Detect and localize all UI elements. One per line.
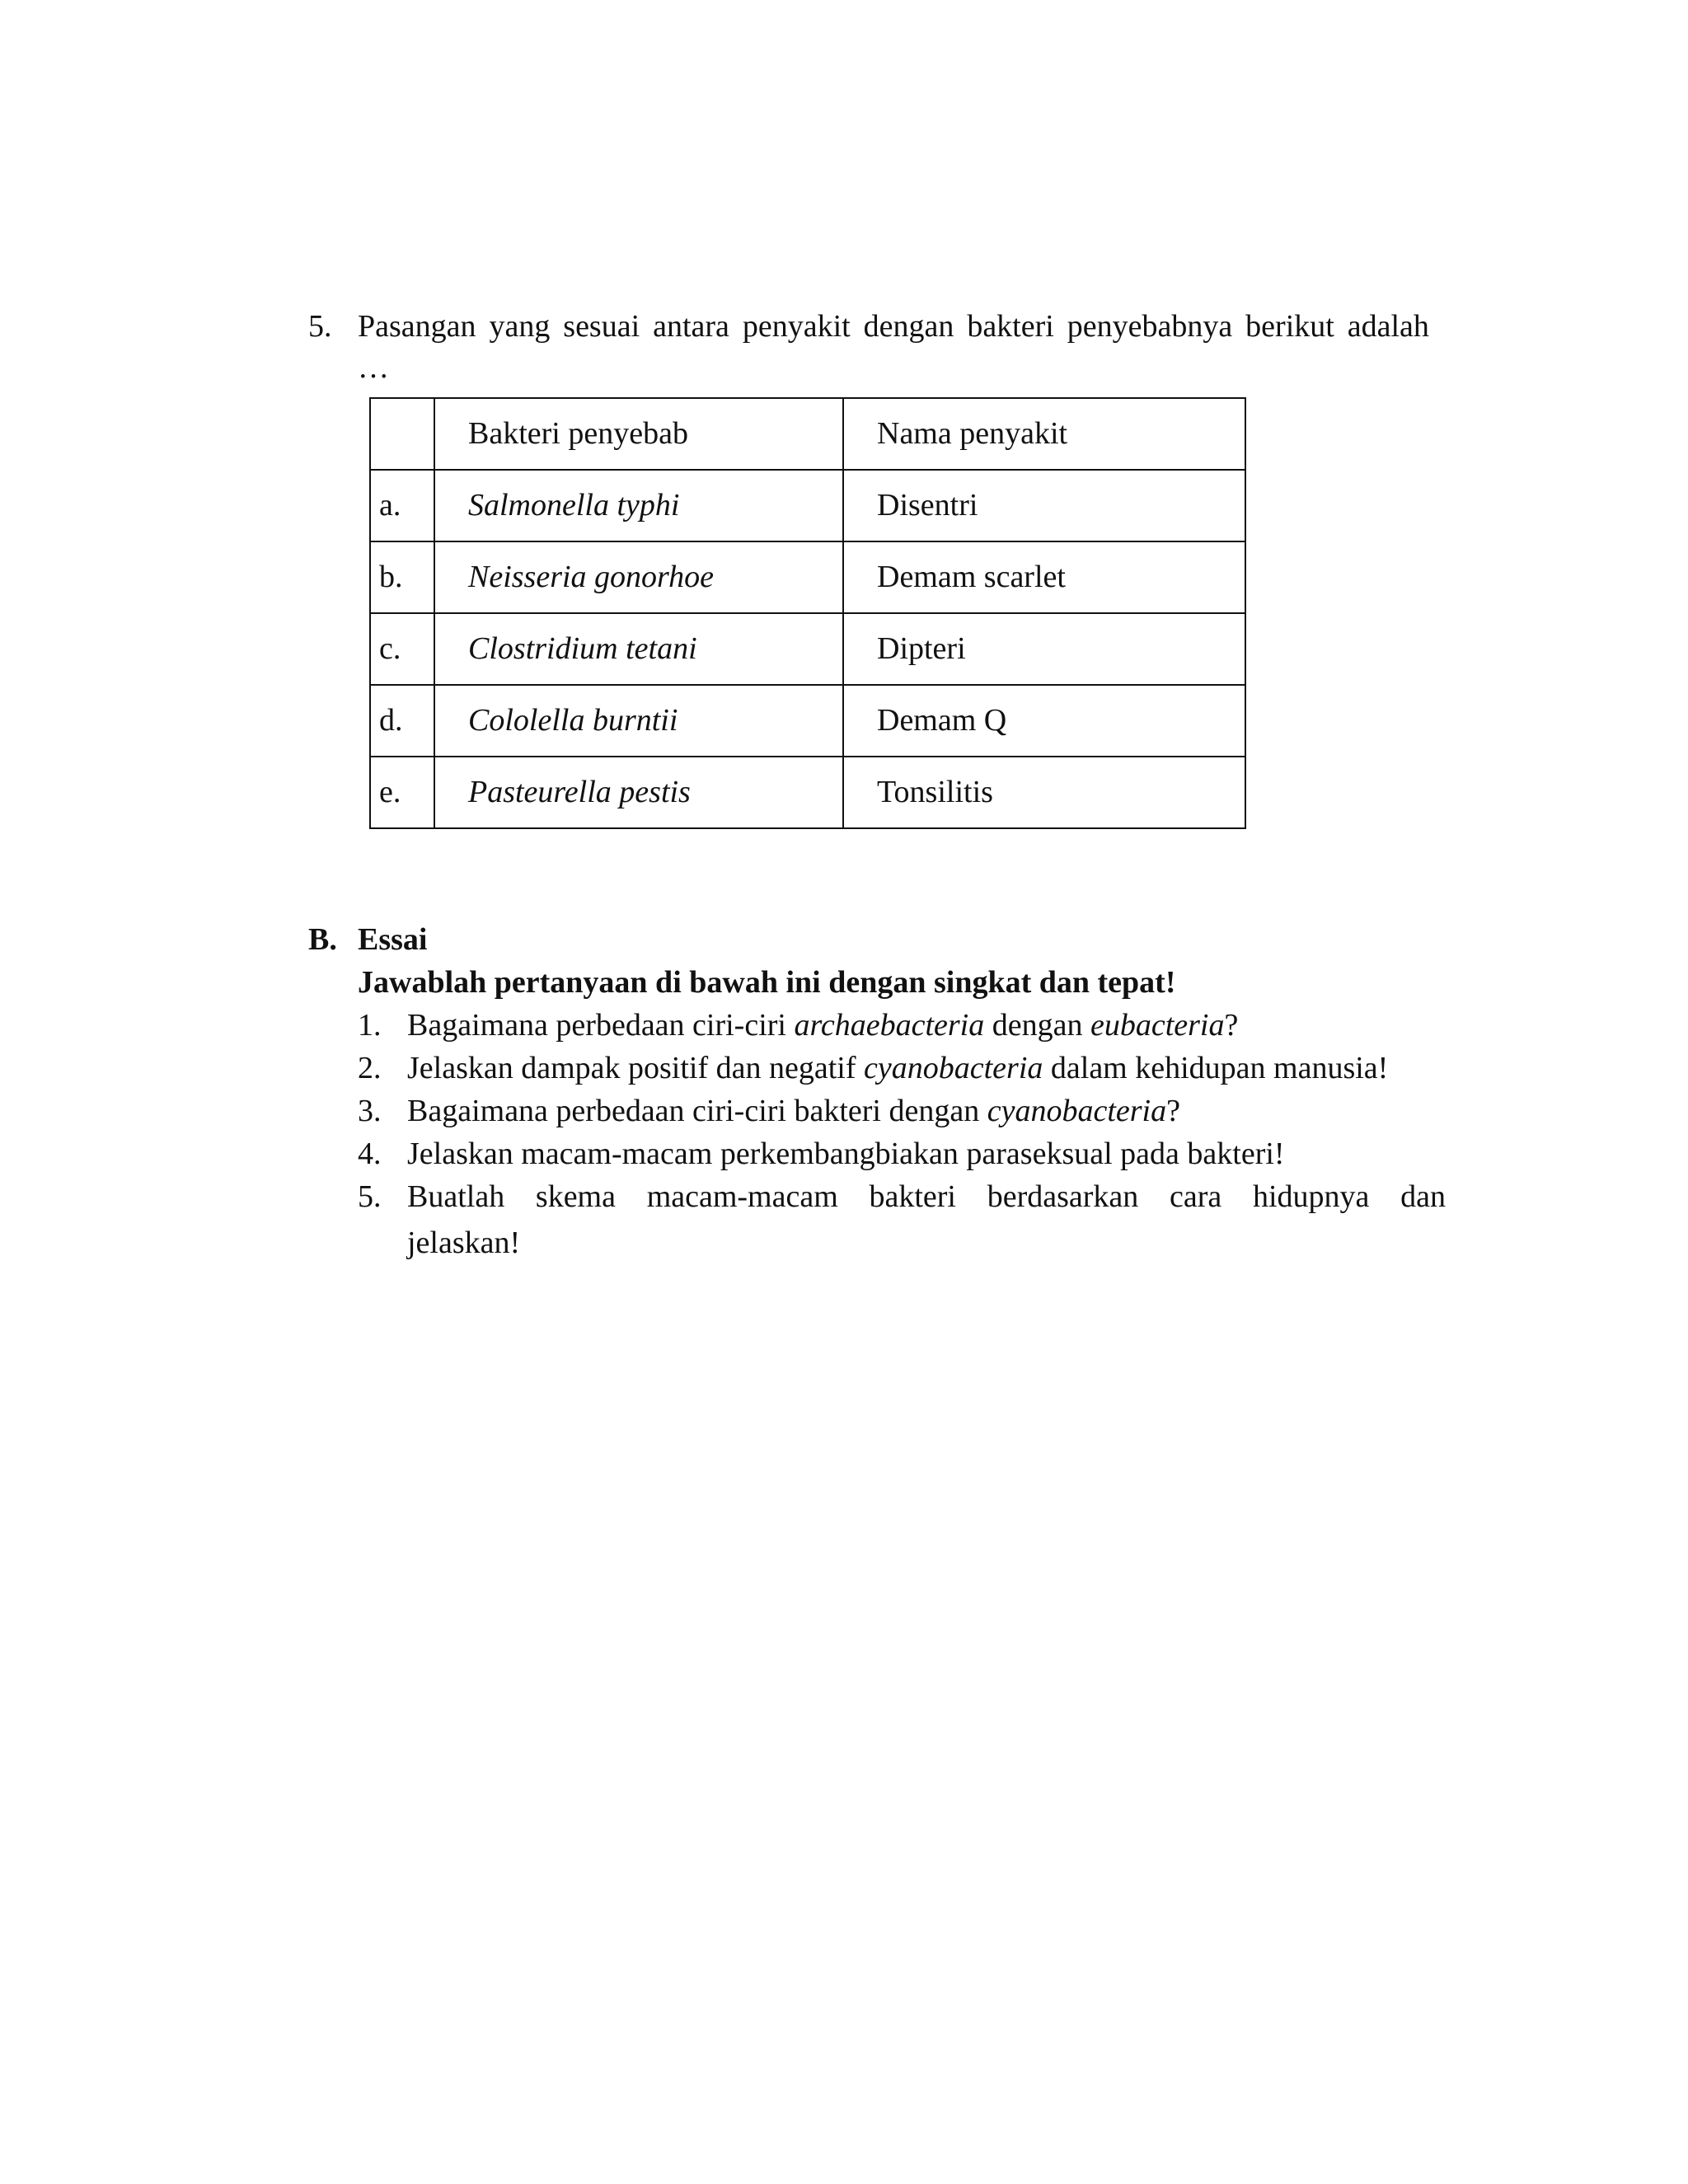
table-row xyxy=(370,685,1245,757)
essay-number: 2. xyxy=(358,1051,382,1085)
question-word: dengan xyxy=(863,309,954,344)
bacteria-name: Neisseria gonorhoe xyxy=(434,541,843,613)
option-letter: e. xyxy=(370,757,434,828)
disease-name: Dipteri xyxy=(843,613,1245,685)
bacteria-name: Pasteurella pestis xyxy=(434,757,843,828)
question-word: Pasangan xyxy=(358,309,476,344)
table-row xyxy=(370,757,1245,828)
question-word: penyebabnya xyxy=(1067,309,1233,344)
essay-text-part: ? xyxy=(1224,1008,1239,1043)
essay-text-part: Bagaimana perbedaan ciri-ciri bakteri dengan xyxy=(407,1094,987,1128)
essay-word: dan xyxy=(1400,1179,1446,1214)
bacteria-name: Cololella burntii xyxy=(434,685,843,757)
essay-text-part: Bagaimana perbedaan ciri-ciri xyxy=(407,1008,795,1043)
section-instruction: Jawablah pertanyaan di bawah ini dengan singkat dan tepat! xyxy=(358,965,1176,1000)
essay-word: cara xyxy=(1169,1179,1222,1214)
disease-name: Demam Q xyxy=(843,685,1245,757)
essay-continuation: jelaskan! xyxy=(407,1226,521,1260)
table-header-cell xyxy=(370,398,434,470)
table-row xyxy=(370,470,1245,541)
essay-number: 3. xyxy=(358,1094,382,1128)
question-word: penyakit xyxy=(742,309,851,344)
question-number: 5. xyxy=(308,309,332,344)
question-word: antara xyxy=(653,309,729,344)
essay-word: bakteri xyxy=(869,1179,956,1214)
answer-options-table xyxy=(369,397,1246,829)
essay-word: Buatlah xyxy=(407,1179,505,1214)
essay-italic-term: cyanobacteria xyxy=(864,1051,1043,1085)
option-letter: c. xyxy=(370,613,434,685)
table-row xyxy=(370,613,1245,685)
essay-text-part: Jelaskan dampak positif dan negatif xyxy=(407,1051,865,1085)
essay-question: Jelaskan macam-macam perkembangbiakan paraseksual pada bakteri! xyxy=(407,1137,1285,1171)
essay-number: 5. xyxy=(358,1179,382,1214)
question-word: adalah xyxy=(1347,309,1429,344)
question-text xyxy=(358,308,1429,346)
option-letter: a. xyxy=(370,470,434,541)
table-header-row xyxy=(370,398,1245,470)
disease-name: Demam scarlet xyxy=(843,541,1245,613)
question-ellipsis: … xyxy=(358,350,389,385)
essay-question xyxy=(407,1179,1446,1216)
table-header-cell: Nama penyakit xyxy=(843,398,1245,470)
bacteria-name: Clostridium tetani xyxy=(434,613,843,685)
essay-question xyxy=(407,1093,1180,1131)
essay-question xyxy=(407,1050,1388,1088)
disease-name: Disentri xyxy=(843,470,1245,541)
section-title: Essai xyxy=(358,922,428,957)
essay-word: skema xyxy=(535,1179,616,1214)
essay-italic-term: eubacteria xyxy=(1090,1008,1225,1043)
essay-number: 4. xyxy=(358,1137,382,1171)
section-letter: B. xyxy=(308,922,337,957)
essay-text-part: dalam kehidupan manusia! xyxy=(1043,1051,1389,1085)
table-header-cell: Bakteri penyebab xyxy=(434,398,843,470)
bacteria-name: Salmonella typhi xyxy=(434,470,843,541)
essay-text-part: ? xyxy=(1166,1094,1180,1128)
disease-name: Tonsilitis xyxy=(843,757,1245,828)
question-word: yang xyxy=(489,309,551,344)
essay-word: hidupnya xyxy=(1252,1179,1370,1214)
essay-word: berdasarkan xyxy=(987,1179,1139,1214)
essay-number: 1. xyxy=(358,1008,382,1043)
essay-word: macam-macam xyxy=(646,1179,838,1214)
question-word: sesuai xyxy=(563,309,640,344)
essay-question xyxy=(407,1007,1238,1045)
table-row xyxy=(370,541,1245,613)
question-word: bakteri xyxy=(967,309,1054,344)
essay-italic-term: archaebacteria xyxy=(794,1008,985,1043)
essay-text-part: dengan xyxy=(984,1008,1090,1043)
option-letter: d. xyxy=(370,685,434,757)
essay-italic-term: cyanobacteria xyxy=(987,1094,1167,1128)
option-letter: b. xyxy=(370,541,434,613)
question-word: berikut xyxy=(1245,309,1334,344)
